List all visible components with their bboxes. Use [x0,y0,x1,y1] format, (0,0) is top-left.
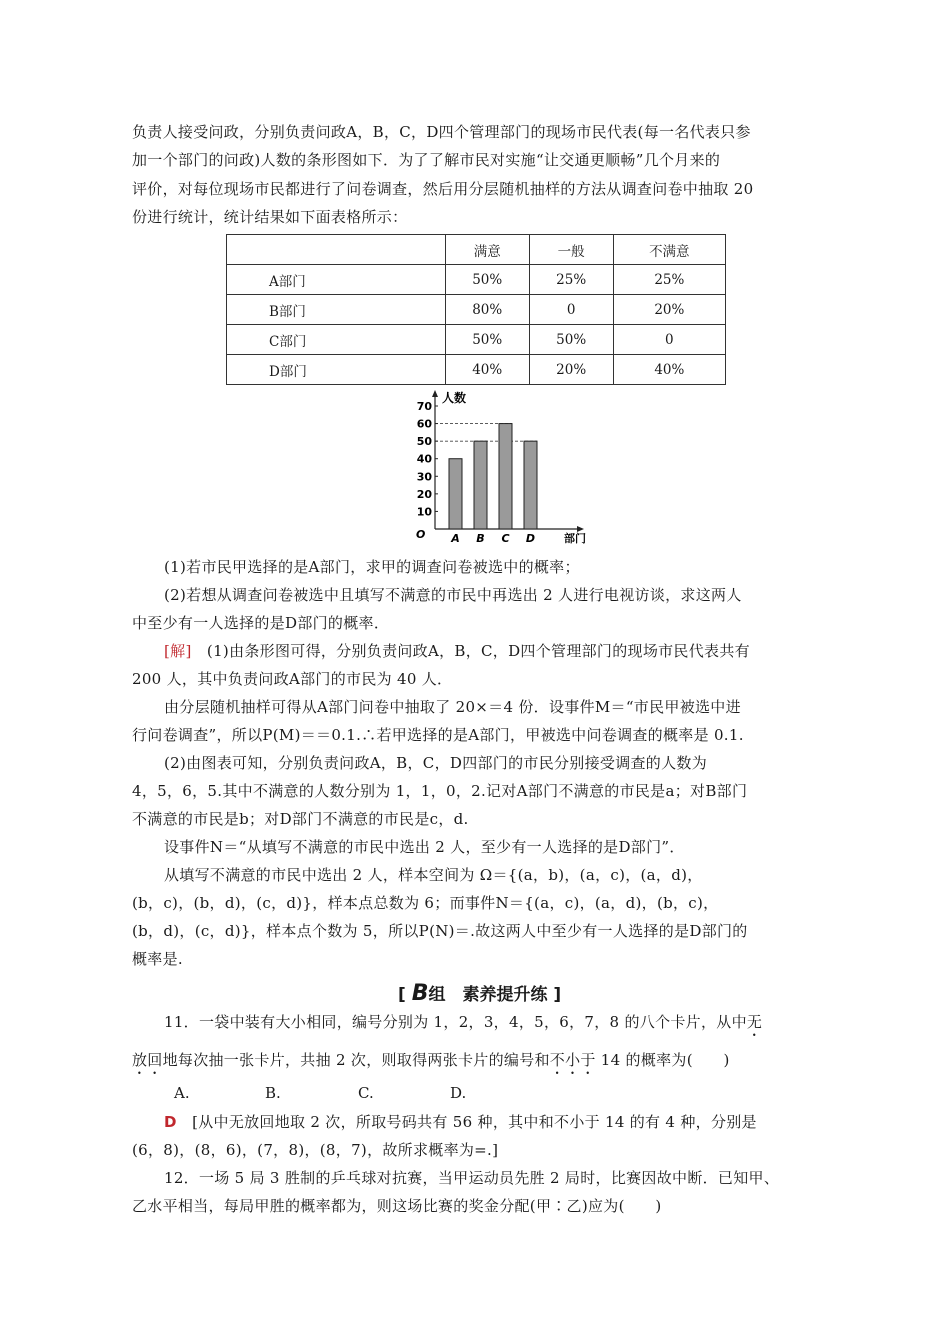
solution-text: (1)由条形图可得，分别负责问政A，B，C，D四个管理部门的现场市民代表共有 [206,642,750,660]
bar-A [449,459,462,529]
origin-label: O [416,528,426,541]
solution-line-8: 设事件N＝“从填写不满意的市民中选出 2 人，至少有一人选择的是D部门”． [164,838,685,856]
bar-chart [416,388,596,546]
q11-emphasis: 放回 [132,1051,163,1069]
q11-text: 11．一袋中装有大小相同，编号分别为 1，2，3，4，5，6，7，8 的八个卡片，从中 [164,1013,747,1031]
table-cell: C部门 [227,325,446,355]
q11-emphasis: 不小于 [549,1051,596,1069]
q11-text: 地每次抽一张卡片，共抽 2 次，则取得两张卡片的编号和 [162,1051,550,1069]
solution-line-10: (b，c)，(b，d)，(c，d)}，样本点总数为 6；而事件N＝{(a，c)，(a，d)，(b，c)， [132,894,719,912]
y-tick-label: 70 [416,400,432,413]
solution-line-12: 概率是. [132,950,183,968]
table-cell: 40% [613,355,725,385]
y-tick-label: 30 [416,470,432,484]
q11-option-d: D. [450,1084,467,1102]
bar-D [524,441,537,529]
q11-line-2 [132,1050,730,1078]
solution-line-1 [164,641,750,661]
q12-line-1: 12．一场 5 局 3 胜制的乒乓球对抗赛，当甲运动员先胜 2 局时，比赛因故中断．已知甲、 [164,1169,780,1187]
table-cell: D部门 [227,355,446,385]
q12-line-2: 乙水平相当，每局甲胜的概率都为，则这场比赛的奖金分配(甲∶乙)应为( ) [132,1197,662,1215]
table-cell: 25% [529,265,613,295]
section-header: [ B组 素养提升练 ] [398,981,562,1006]
table-cell: 25% [613,265,725,295]
table-cell: 50% [445,325,529,355]
table-cell: 0 [529,295,613,325]
q11-answer-line-1 [164,1112,757,1132]
bar-C [499,424,512,529]
y-tick-label: 40 [416,452,432,466]
table-cell: 20% [613,295,725,325]
bar-B [474,441,487,529]
x-axis-label: 部门 [564,532,586,545]
intro-line-2: 加一个部门的问政)人数的条形图如下．为了了解市民对实施“让交通更顺畅”几个月来的 [132,151,721,169]
q11-explanation: [从中无放回地取 2 次，所取号码共有 56 种，其中和不小于 14 的有 4 种，分别是 [192,1113,757,1131]
table-row [227,355,726,385]
table-cell: 50% [529,325,613,355]
solution-line-3: 由分层随机抽样可得从A部门问卷中抽取了 20×＝4 份．设事件M＝“市民甲被选中进 [164,698,741,716]
table-cell: 40% [445,355,529,385]
question-2-line-2: 中至少有一人选择的是D部门的概率． [132,614,390,632]
section-letter: B [411,981,429,1006]
q11-emphasis: 无 [746,1013,763,1031]
table-row [227,295,726,325]
solution-line-4: 行问卷调查”，所以P(M)＝＝0.1.∴若甲选择的是A部门，甲被选中问卷调查的概率是 0.1. [132,726,744,744]
y-tick-label: 10 [416,505,432,519]
solution-line-11: (b，d)，(c，d)}，样本点个数为 5，所以P(N)＝.故这两人中至少有一人选择的是D部门的 [132,922,748,940]
solution-tag: [解] [164,642,192,660]
question-1: (1)若市民甲选择的是A部门，求甲的调查问卷被选中的概率； [164,558,580,576]
section-title: 组 素养提升练 [428,985,548,1005]
table-row [227,265,726,295]
solution-line-9: 从填写不满意的市民中选出 2 人，样本空间为 Ω＝{(a，b)，(a，c)，(a，d)， [164,866,703,884]
table-header: 不满意 [613,235,725,265]
x-tick-label: C [501,532,510,545]
x-tick-label: D [525,532,536,545]
y-tick-label: 60 [416,417,432,431]
table-header: 满意 [445,235,529,265]
satisfaction-table [226,234,726,385]
solution-line-6: 4，5，6，5.其中不满意的人数分别为 1，1，0，2.记对A部门不满意的市民是a；对B部门 [132,782,748,800]
y-axis-label: 人数 [442,391,467,405]
solution-line-2: 200 人，其中负责问政A部门的市民为 40 人． [132,670,453,688]
table-header: 一般 [529,235,613,265]
intro-line-4: 份进行统计，统计结果如下面表格所示： [132,208,408,226]
table-cell: A部门 [227,265,446,295]
q11-line-1 [164,1012,762,1040]
q11-option-a: A. [174,1084,190,1102]
solution-line-5: (2)由图表可知，分别负责问政A，B，C，D四部门的市民分别接受调查的人数为 [164,754,708,772]
table-cell: 0 [613,325,725,355]
q11-text: 14 的概率为( ) [595,1051,730,1069]
table-cell: 20% [529,355,613,385]
intro-line-1: 负责人接受问政，分别负责问政A，B，C，D四个管理部门的现场市民代表(每一名代表只参 [132,123,751,141]
table-header-row [227,235,726,265]
q11-answer-line-2: (6，8)，(8，6)，(7，8)，(8，7)，故所求概率为=.] [132,1141,499,1159]
question-2-line-1: (2)若想从调查问卷被选中且填写不满意的市民中再选出 2 人进行电视访谈，求这两人 [164,586,742,604]
table-cell: B部门 [227,295,446,325]
table-cell: 80% [445,295,529,325]
table-cell [227,235,446,265]
q11-option-b: B. [265,1084,281,1102]
q11-answer: D [164,1113,177,1131]
x-tick-label: B [476,532,485,545]
x-tick-label: A [451,532,460,545]
solution-line-7: 不满意的市民是b；对D部门不满意的市民是c，d. [132,810,469,828]
y-tick-label: 50 [416,435,432,449]
y-tick-label: 20 [416,487,432,501]
y-axis-arrow [432,390,438,397]
table-cell: 50% [445,265,529,295]
intro-line-3: 评价，对每位现场市民都进行了问卷调查，然后用分层随机抽样的方法从调查问卷中抽取 20 [132,180,754,198]
table-row [227,325,726,355]
q11-option-c: C. [358,1084,374,1102]
